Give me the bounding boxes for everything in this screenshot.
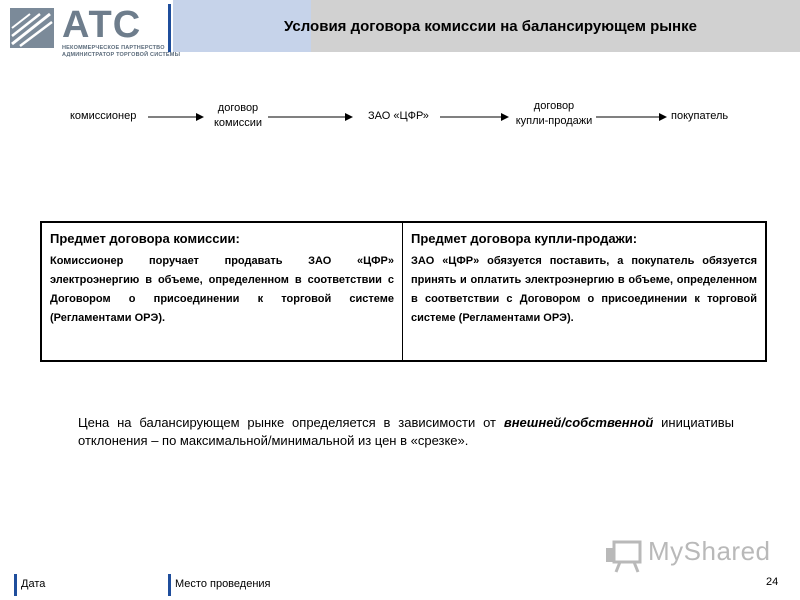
flow-link-commission-contract (214, 102, 262, 129)
contract-subject-table (40, 221, 767, 362)
ats-logo-subtitle-1: НЕКОММЕРЧЕСКОЕ ПАРТНЕРСТВО (62, 45, 165, 51)
sale-contract-text: ЗАО «ЦФР» обязуется поставить, а покупатель обязуется принять и оплатить электроэнергию в объеме, определенном в соответствии с Договором о присоединении к торговой системе (Регламентами ОРЭ). (411, 255, 757, 324)
pricing-text-emphasis: внешней/собственной (503, 415, 654, 430)
presentation-board-icon (604, 534, 644, 574)
ats-logo-subtitle-2: АДМИНИСТРАТОР ТОРГОВОЙ СИСТЕМЫ (62, 52, 181, 58)
flow-node-commissioner: комиссионер (70, 110, 137, 122)
flow-link-sale-line1: договор (533, 100, 575, 112)
footer-divider-right (168, 574, 171, 596)
page-number: 24 (766, 576, 779, 588)
flow-link-commission-line1: договор (217, 102, 259, 114)
flow-link-sale-contract (514, 100, 594, 127)
footer-place: Место проведения (175, 578, 271, 590)
commission-contract-heading: Предмет договора комиссии: (50, 231, 240, 246)
slide-title: Условия договора комиссии на балансирующем рынке (284, 18, 697, 35)
sale-contract-heading: Предмет договора купли-продажи: (411, 231, 638, 246)
pricing-text-start: Цена на балансирующем рынке определяется в зависимости от (78, 415, 504, 430)
myshared-watermark (604, 534, 771, 574)
flow-node-buyer: покупатель (671, 110, 729, 122)
flow-arrows (0, 0, 800, 160)
commission-contract-cell (42, 223, 403, 360)
flow-link-commission-line2: комиссии (214, 117, 263, 129)
pricing-paragraph (78, 414, 734, 450)
footer-date: Дата (21, 578, 46, 590)
pricing-text-end: инициативы отклонения – по максимальной/минимальной из цен в «срезке». (78, 415, 734, 448)
footer-divider-left (14, 574, 17, 596)
commission-contract-text: Комиссионер поручает продавать ЗАО «ЦФР» электроэнергию в объеме, определенном в соответствии с Договором о присоединении к торговой системе (Регламентами ОРЭ). (50, 255, 394, 324)
flow-node-cfr: ЗАО «ЦФР» (368, 110, 429, 122)
watermark-text: MyShared (648, 536, 771, 566)
flow-link-sale-line2: купли-продажи (515, 115, 593, 127)
ats-logo-text: АТС (62, 4, 142, 46)
sale-contract-cell (403, 223, 765, 360)
